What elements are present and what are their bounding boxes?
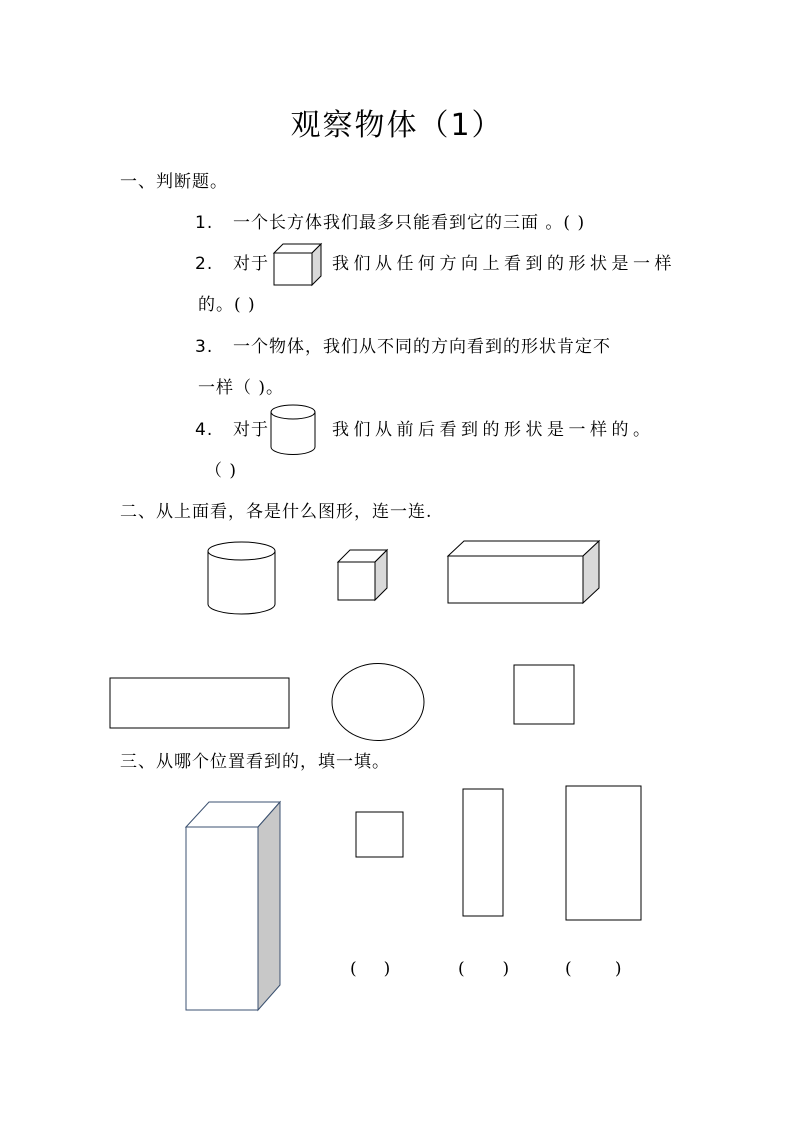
square-top-view — [513, 664, 576, 726]
question-3 — [195, 335, 611, 359]
cylinder-solid — [207, 541, 277, 616]
question-3-text: 一个物体，我们从不同的方向看到的形状肯定不 — [233, 337, 611, 357]
answer-blank-2[interactable]: ( ) — [458, 959, 510, 979]
cube-icon — [274, 243, 324, 287]
square-view — [355, 811, 405, 859]
tall-cuboid-solid — [185, 801, 282, 1013]
question-2-text-after: 我们从任何方向上看到的形状是一样 — [332, 254, 676, 274]
question-2-continuation: 的。( ) — [198, 295, 256, 315]
cube-solid — [337, 549, 389, 602]
question-2 — [195, 252, 269, 276]
rectangle-top-view — [109, 677, 291, 730]
question-1-text: 一个长方体我们最多只能看到它的三面 。( ) — [233, 213, 586, 233]
section2-heading: 二、从上面看，各是什么图形，连一连. — [120, 502, 433, 522]
answer-blank-1[interactable]: ( ) — [350, 959, 391, 979]
question-2-number: 2. — [195, 254, 214, 274]
section3-heading: 三、从哪个位置看到的，填一填。 — [120, 752, 390, 772]
question-3-number: 3. — [195, 337, 214, 357]
page-title: 观察物体（1） — [290, 108, 504, 143]
question-4-text-after: 我们从前后看到的形状是一样的。 — [332, 420, 655, 440]
question-1 — [195, 211, 585, 235]
circle-top-view — [331, 662, 426, 742]
question-4-text-before: 对于 — [233, 420, 269, 440]
question-3-continuation: 一样（ )。 — [198, 378, 285, 398]
answer-blank-3[interactable]: ( ) — [565, 959, 622, 979]
question-1-number: 1. — [195, 213, 214, 233]
wide-rectangle-view — [565, 785, 643, 922]
cuboid-solid — [447, 540, 602, 605]
cylinder-icon — [270, 404, 316, 456]
narrow-rectangle-view — [462, 788, 505, 918]
question-4-continuation: （ ) — [205, 461, 238, 481]
section1-heading: 一、判断题。 — [120, 172, 228, 192]
question-4-number: 4. — [195, 420, 214, 440]
question-4 — [195, 418, 269, 442]
question-2-text-before: 对于 — [233, 254, 269, 274]
